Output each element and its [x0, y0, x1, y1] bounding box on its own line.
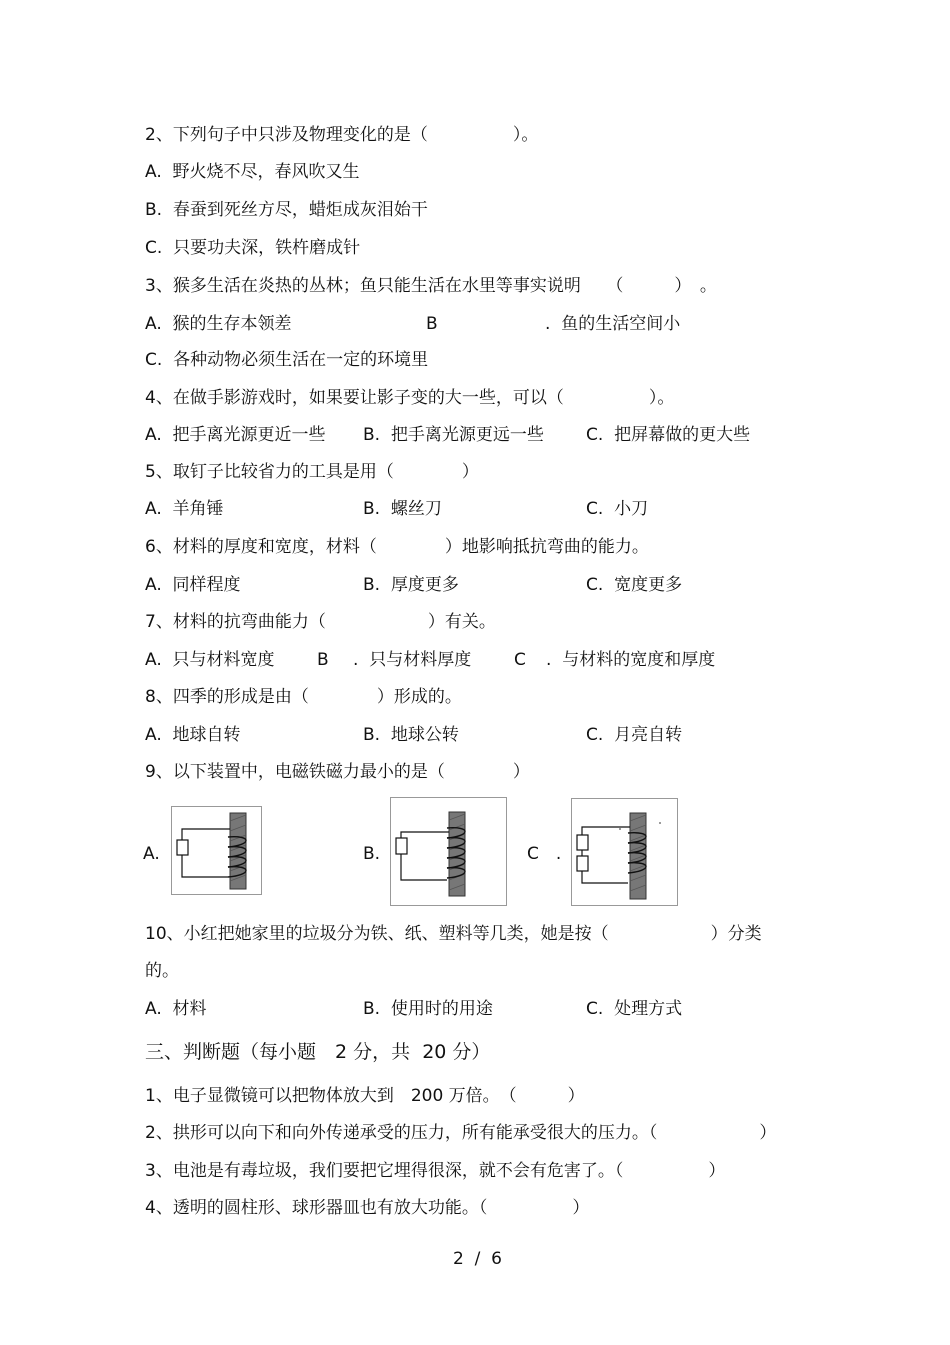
- q2-option-a: A. 野火烧不尽，春风吹又生: [145, 162, 360, 182]
- q3-option-a: A. 猴的生存本领差: [145, 314, 292, 334]
- q4-option-b: B. 把手离光源更远一些: [363, 425, 544, 445]
- q5-option-c: C. 小刀: [586, 499, 649, 519]
- q10-option-c: C. 处理方式: [586, 999, 683, 1019]
- q3-option-c: C. 各种动物必须生活在一定的环境里: [145, 350, 429, 370]
- electromagnet-figure-b: [390, 797, 507, 906]
- q4-option-c: C. 把屏幕做的更大些: [586, 425, 751, 445]
- q7-option-b-letter: B: [317, 650, 329, 670]
- q3-option-b: . 鱼的生活空间小: [545, 314, 681, 334]
- q6-option-c: C. 宽度更多: [586, 575, 683, 595]
- q8-stem: 8、四季的形成是由（ ）形成的。: [145, 687, 462, 707]
- q5-option-a: A. 羊角锤: [145, 499, 224, 519]
- q4-option-a: A. 把手离光源更近一些: [145, 425, 326, 445]
- q9-stem: 9、以下装置中，电磁铁磁力最小的是（ ）: [145, 762, 530, 782]
- q9-option-a: A.: [143, 844, 160, 864]
- q10-option-a: A. 材料: [145, 999, 207, 1019]
- q6-option-b: B. 厚度更多: [363, 575, 459, 595]
- q10-stem-continued: 的。: [145, 961, 179, 981]
- electromagnet-figure-c: [571, 798, 678, 906]
- q2-stem: 2、下列句子中只涉及物理变化的是（ ）。: [145, 125, 539, 145]
- page-number: 2 / 6: [453, 1249, 502, 1269]
- q5-option-b: B. 螺丝刀: [363, 499, 442, 519]
- q4-stem: 4、在做手影游戏时，如果要让影子变的大一些，可以（ ）。: [145, 388, 675, 408]
- electromagnet-figure-a: [171, 806, 262, 895]
- judge-item-4: 4、透明的圆柱形、球形器皿也有放大功能。（ ）: [145, 1198, 590, 1218]
- q8-option-b: B. 地球公转: [363, 725, 459, 745]
- q6-option-a: A. 同样程度: [145, 575, 241, 595]
- q3-stem: 3、猴多生活在炎热的丛林；鱼只能生活在水里等事实说明 （ ） 。: [145, 276, 717, 296]
- judge-item-1: 1、电子显微镜可以把物体放大到 200 万倍。 （ ）: [145, 1086, 585, 1106]
- q7-option-b: . 只与材料厚度: [353, 650, 472, 670]
- q7-option-a: A. 只与材料宽度: [145, 650, 275, 670]
- judge-item-3: 3、电池是有毒垃圾，我们要把它埋得很深，就不会有危害了。（ ）: [145, 1161, 726, 1181]
- q8-option-a: A. 地球自转: [145, 725, 241, 745]
- q10-stem: 10、小红把她家里的垃圾分为铁、纸、塑料等几类，她是按（ ）分类: [145, 924, 762, 944]
- q6-stem: 6、材料的厚度和宽度，材料（ ）地影响抵抗弯曲的能力。: [145, 537, 649, 557]
- q7-option-c: . 与材料的宽度和厚度: [546, 650, 716, 670]
- q9-option-b: B.: [363, 844, 381, 864]
- judge-item-2: 2、拱形可以向下和向外传递承受的压力，所有能承受很大的压力。（ ）: [145, 1123, 777, 1143]
- q9-option-c: C .: [527, 844, 562, 864]
- q7-stem: 7、材料的抗弯曲能力（ ）有关。: [145, 612, 496, 632]
- q10-option-b: B. 使用时的用途: [363, 999, 493, 1019]
- q3-option-b-letter: B: [426, 314, 438, 334]
- section-title: 三、判断题（每小题 2 分，共 20 分）: [145, 1041, 491, 1063]
- q7-option-c-letter: C: [514, 650, 526, 670]
- q2-option-b: B. 春蚕到死丝方尽，蜡炬成灰泪始干: [145, 200, 428, 220]
- q8-option-c: C. 月亮自转: [586, 725, 683, 745]
- q2-option-c: C. 只要功夫深，铁杵磨成针: [145, 238, 361, 258]
- q5-stem: 5、取钉子比较省力的工具是用（ ）: [145, 462, 479, 482]
